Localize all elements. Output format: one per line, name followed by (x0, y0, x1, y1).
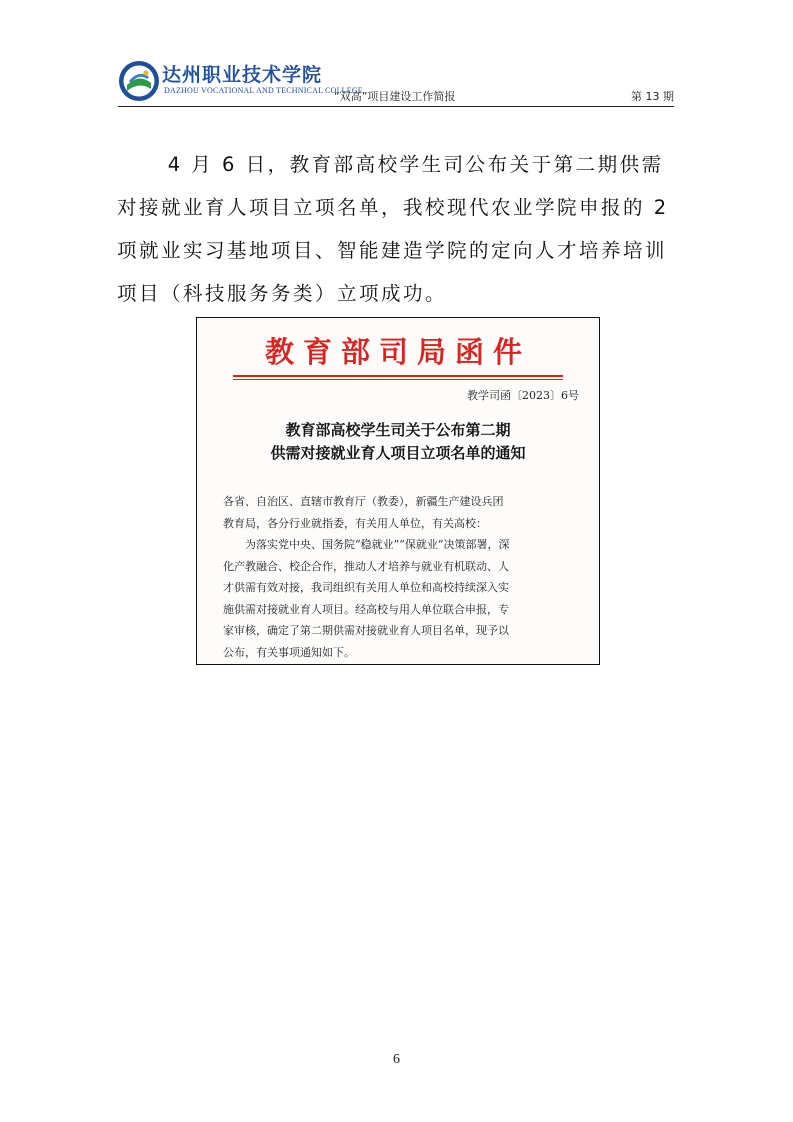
document-title-line: 教育部高校学生司关于公布第二期 (285, 421, 511, 439)
document-issuer-heading: 教育部司局函件 (264, 335, 531, 369)
college-seal-icon (118, 60, 160, 102)
school-name: 达州职业技术学院 (162, 64, 323, 86)
document-number: 教学司函〔2023〕6号 (467, 389, 579, 402)
article-body (117, 143, 677, 315)
document-body-line: 才供需有效对接，我司组织有关用人单位和高校持续深入实 (223, 581, 509, 594)
document-image (196, 317, 600, 665)
document-title (197, 419, 599, 465)
header-divider (118, 106, 674, 107)
document-recipients-line: 教育局，各分行业就指委，有关用人单位，有关高校： (223, 516, 487, 530)
red-divider-thin (233, 379, 563, 380)
document-body-line: 化产教融合、校企合作，推动人才培养与就业有机联动、人 (223, 559, 509, 573)
document-recipients-line: 各省、自治区、直辖市教育厅（教委），新疆生产建设兵团 (223, 495, 504, 508)
document-body-line: 家审核，确定了第二期供需对接就业育人项目名单，现予以 (223, 624, 509, 637)
page-number: 6 (393, 1052, 400, 1067)
document-title-line: 供需对接就业育人项目立项名单的通知 (270, 444, 526, 462)
document-body (223, 491, 583, 663)
red-divider-thick (233, 375, 563, 377)
document-body-line: 施供需对接就业育人项目。经高校与用人单位联合申报，专 (223, 602, 509, 616)
document-body-line: 为落实党中央、国务院“稳就业”“保就业”决策部署，深 (245, 538, 510, 551)
document-body-line: 公布，有关事项通知如下。 (223, 645, 355, 659)
article-paragraph: 4 月 6 日，教育部高校学生司公布关于第二期供需对接就业育人项目立项名单，我校现代农业学院申报的 2 项就业实习基地项目、智能建造学院的定向人才培养培训项目（科技服务务类）立项成功。 (117, 153, 669, 305)
page-header (118, 54, 674, 106)
issue-number: 第 13 期 (631, 90, 674, 103)
publication-title: “双高”项目建设工作简报 (334, 90, 456, 103)
school-name-english: DAZHOU VOCATIONAL AND TECHNICAL COLLEGE (164, 86, 363, 95)
